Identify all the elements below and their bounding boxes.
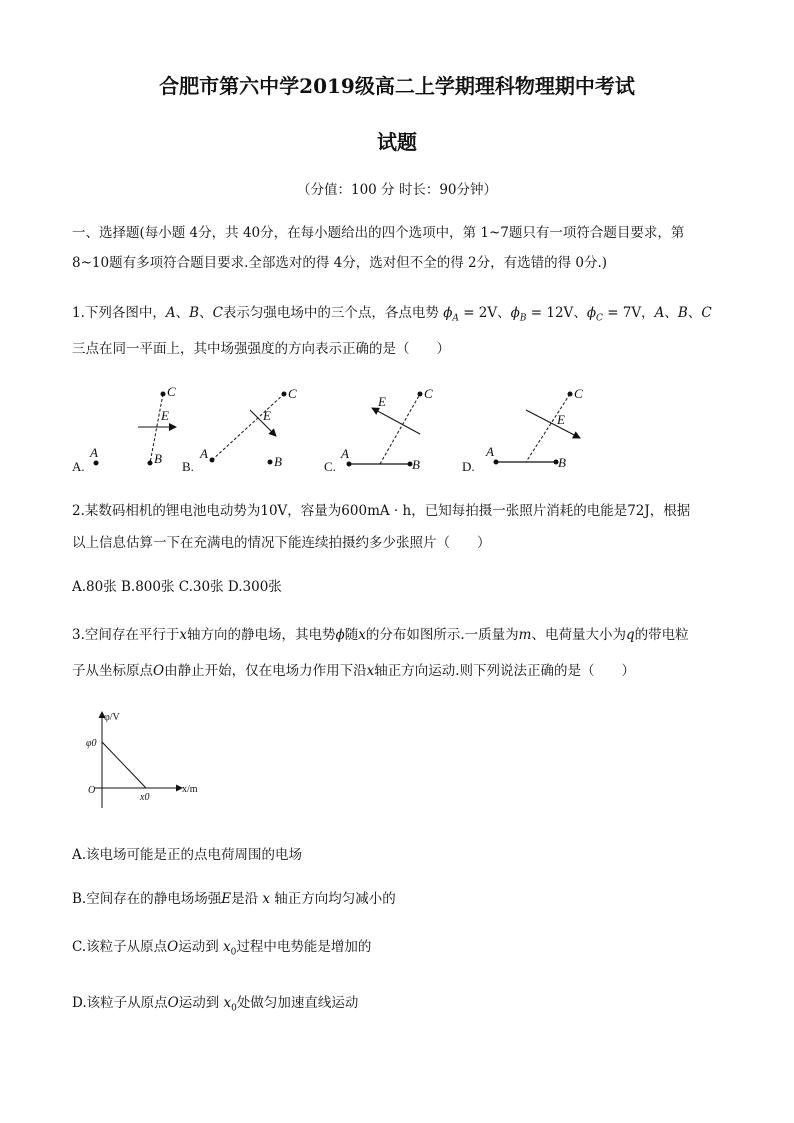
y-axis-label: φ/V bbox=[104, 712, 120, 723]
svg-text:B: B bbox=[412, 457, 420, 472]
option-c-label: C. bbox=[324, 459, 336, 474]
svg-text:C: C bbox=[574, 386, 583, 401]
x-tick-label: x0 bbox=[140, 792, 150, 803]
option-b-label: B. bbox=[182, 459, 194, 474]
option-d-label: D. bbox=[462, 459, 475, 474]
question-1-line2: 三点在同一平面上，其中场强强度的方向表示正确的是（ ） bbox=[72, 341, 450, 357]
x-axis-label: x/m bbox=[182, 784, 198, 795]
y-tick-label: φ0 bbox=[86, 738, 97, 749]
svg-text:A: A bbox=[486, 444, 494, 459]
svg-text:E: E bbox=[557, 412, 565, 427]
svg-text:C: C bbox=[288, 386, 297, 401]
point-a bbox=[94, 461, 99, 466]
question-2-line2: 以上信息估算一下在充满电的情况下能连续拍摄约多少张照片（ ） bbox=[72, 535, 491, 551]
svg-text:B: B bbox=[154, 451, 162, 466]
option-a-label: A. bbox=[72, 459, 85, 474]
question-1-diagrams bbox=[60, 380, 620, 480]
section-instructions: 一、选择题(每小题 4分，共 40分，在每小题给出的四个选项中，第 1~7题只有一项符合题目要求，第 8~10题有多项符合题目要求.全部选对的得 4分，选对但不全的得 2分，有选错的得 0分.) bbox=[72, 225, 685, 271]
question-2-line1: 2.某数码相机的锂电池电动势为10V，容量为600mA · h，已知每拍摄一张照片消耗的电能是72J，根据 bbox=[72, 503, 691, 519]
svg-text:E: E bbox=[263, 408, 271, 423]
question-3-option-c: C.该粒子从原点O运动到 $x_0$过程中电势能是增加的 bbox=[72, 939, 372, 958]
svg-text:B: B bbox=[274, 454, 282, 469]
question-1-line1: 1.下列各图中，A、B、C表示匀强电场中的三个点，各点电势 $\phi_A = 2V$、$\phi_B = 12V$、$\phi_C = 7V$，A、B、C bbox=[72, 305, 712, 324]
question-3-option-b: B.空间存在的静电场场强E是沿 x 轴正方向均匀减小的 bbox=[72, 891, 396, 907]
question-3-option-a: A.该电场可能是正的点电荷周围的电场 bbox=[72, 847, 303, 863]
svg-text:B: B bbox=[558, 455, 566, 470]
svg-text:E: E bbox=[378, 394, 386, 409]
page-title-continued: 试题 bbox=[377, 130, 417, 154]
svg-text:C: C bbox=[167, 384, 176, 399]
question-3-line2: 子从坐标原点O由静止开始，仅在电场力作用下沿x轴正方向运动.则下列说法正确的是（ ） bbox=[72, 663, 635, 679]
question-2-options: A.80张 B.800张 C.30张 D.300张 bbox=[72, 579, 282, 595]
origin-label: O bbox=[88, 785, 96, 796]
exam-info: （分值：100 分 时长：90分钟） bbox=[296, 182, 498, 198]
potential-line bbox=[102, 742, 146, 788]
field-label-e: E bbox=[161, 408, 169, 423]
svg-text:C: C bbox=[424, 386, 433, 401]
svg-text:A: A bbox=[341, 446, 349, 461]
question-3-option-d: D.该粒子从原点O运动到 $x_0$处做匀加速直线运动 bbox=[72, 995, 359, 1014]
page-title: 合肥市第六中学2019级高二上学期理科物理期中考试 bbox=[159, 74, 635, 98]
svg-text:A: A bbox=[200, 446, 208, 461]
svg-text:A: A bbox=[90, 445, 98, 460]
question-3-line1: 3.空间存在平行于x轴方向的静电场，其电势ϕ随x的分布如图所示.一质量为m、电荷量大小为q的带电粒 bbox=[72, 627, 689, 643]
potential-graph bbox=[80, 706, 220, 816]
